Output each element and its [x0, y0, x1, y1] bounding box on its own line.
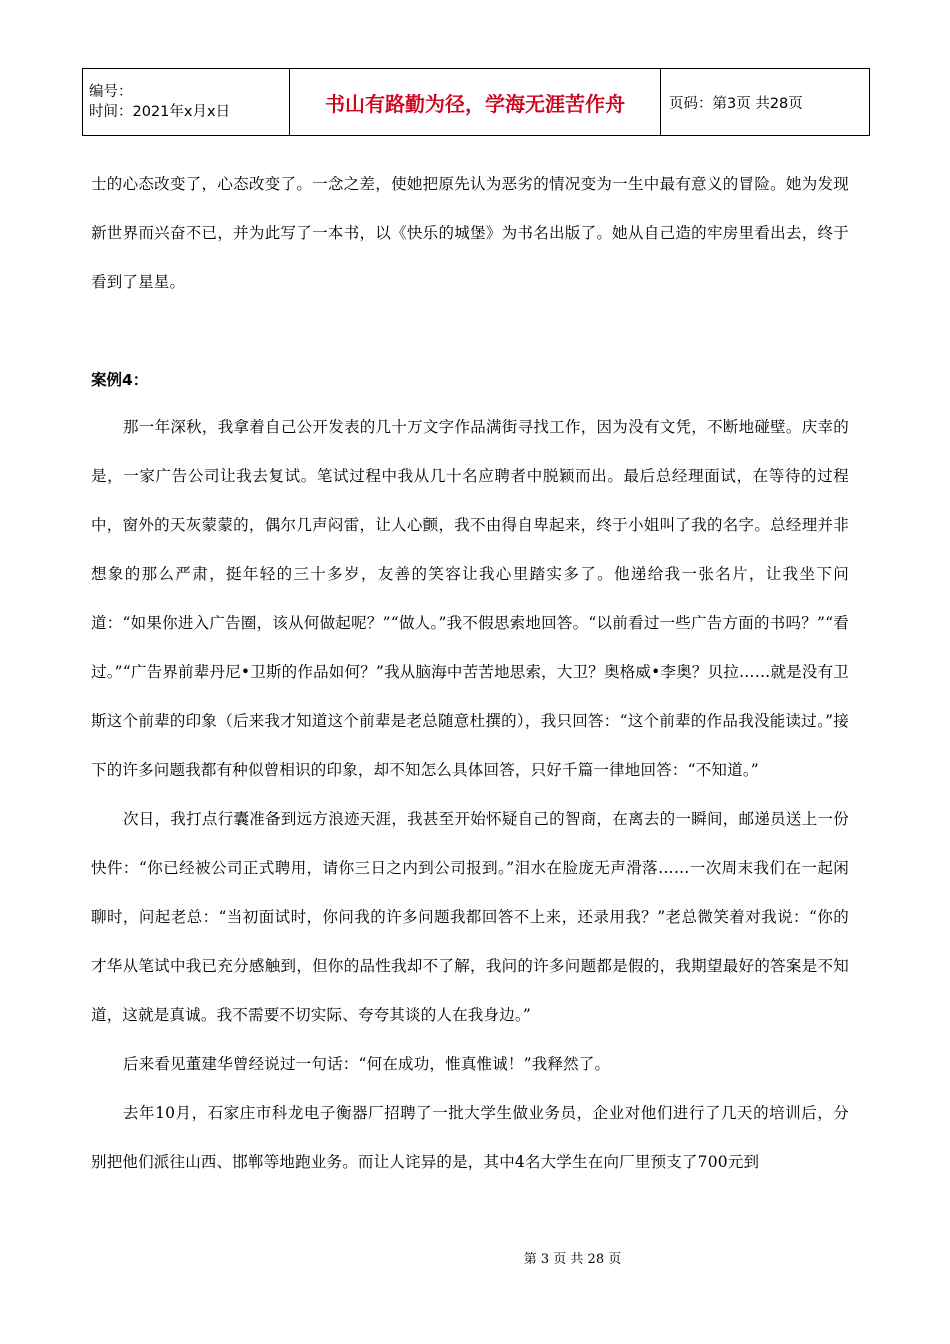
- time-label: 时间：2021年x月x日: [89, 104, 231, 120]
- number-label: 编号：: [89, 84, 133, 100]
- page-footer: 第 3 页 共 28 页: [523, 1252, 622, 1267]
- header-page-info: 页码：第3页 共28页: [661, 69, 870, 136]
- paragraph-continued: 士的心态改变了，心态改变了。一念之差，使她把原先认为恶劣的情况变为一生中最有意义的冒险。她为发现新世界而兴奋不已，并为此写了一本书，以《快乐的城堡》为书名出版了。她从自己造的牢房里看出去，终于看到了星星。: [91, 175, 849, 291]
- paragraph: 次日，我打点行囊准备到远方浪迹天涯，我甚至开始怀疑自己的智商，在离去的一瞬间，邮递员送上一份快件：“你已经被公司正式聘用，请你三日之内到公司报到。”泪水在脸庞无声滑落……一次周末我们在一起闲聊时，问起老总：“当初面试时，你问我的许多问题我都回答不上来，还录用我？”老总微笑着对我说：“你的才华从笔试中我已充分感触到，但你的品性我却不了解，我问的许多问题都是假的，我期望最好的答案是不知道，这就是真诚。我不需要不切实际、夸夸其谈的人在我身边。”: [91, 810, 849, 1024]
- document-header: [82, 68, 870, 136]
- paragraph: 后来看见董建华曾经说过一句话：“何在成功，惟真惟诚！”我释然了。: [123, 1055, 611, 1073]
- header-meta: [83, 69, 290, 136]
- header-motto: 书山有路勤为径，学海无涯苦作舟: [290, 69, 661, 136]
- case-heading: 案例4：: [91, 371, 149, 389]
- document-body: [91, 160, 849, 1187]
- paragraph: 那一年深秋，我拿着自己公开发表的几十万文字作品满街寻找工作，因为没有文凭，不断地碰壁。庆幸的是，一家广告公司让我去复试。笔试过程中我从几十名应聘者中脱颖而出。最后总经理面试，在等待的过程中，窗外的天灰蒙蒙的，偶尔几声闷雷，让人心颤，我不由得自卑起来，终于小姐叫了我的名字。总经理并非想象的那么严肃，挺年轻的三十多岁，友善的笑容让我心里踏实多了。他递给我一张名片，让我坐下问道：“如果你进入广告圈，该从何做起呢？”“做人。”我不假思索地回答。“以前看过一些广告方面的书吗？”“看过。”“广告界前辈丹尼•卫斯的作品如何？”我从脑海中苦苦地思索，大卫？奥格威•李奥？贝拉……就是没有卫斯这个前辈的印象（后来我才知道这个前辈是老总随意杜撰的），我只回答：“这个前辈的作品我没能读过。”接下的许多问题我都有种似曾相识的印象，却不知怎么具体回答，只好千篇一律地回答：“不知道。”: [91, 418, 849, 779]
- paragraph: 去年10月，石家庄市科龙电子衡器厂招聘了一批大学生做业务员，企业对他们进行了几天的培训后，分别把他们派往山西、邯郸等地跑业务。而让人诧异的是，其中4名大学生在向厂里预支了700元到: [91, 1104, 849, 1171]
